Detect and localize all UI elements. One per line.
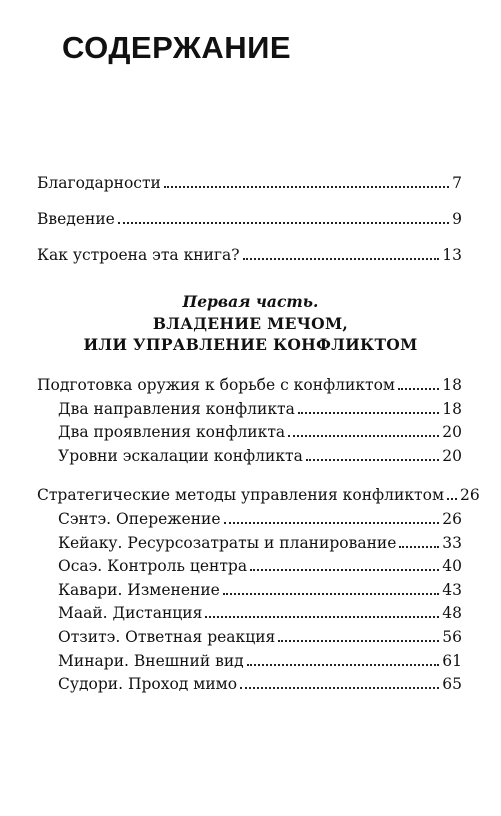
toc-entry-label: Кейаку. Ресурсозатраты и планирование [58, 534, 397, 552]
toc-entry-page: 26 [460, 486, 480, 504]
toc-entry-page: 40 [442, 557, 462, 575]
part-title-line2: ИЛИ УПРАВЛЕНИЕ КОНФЛИКТОМ [83, 335, 418, 354]
toc-entry-label: Уровни эскалации конфликта [58, 447, 303, 465]
toc-entry-page: 7 [452, 174, 462, 192]
toc-subentry[interactable] [58, 579, 462, 601]
toc-entry-label: Маай. Дистанция [58, 604, 203, 622]
toc-subentry[interactable] [58, 398, 462, 420]
toc-entry-page: 20 [442, 423, 462, 441]
toc-entry-introduction[interactable] [37, 208, 462, 230]
part-title-line1: ВЛАДЕНИЕ МЕЧОМ, [152, 314, 349, 333]
toc-entry-how-book-built[interactable] [37, 244, 462, 266]
dot-leader [118, 222, 449, 224]
dot-leader [306, 459, 439, 461]
toc-entry-label: Как устроена эта книга? [37, 246, 240, 264]
toc-entry-page: 9 [452, 210, 462, 228]
toc-subentry[interactable] [58, 445, 462, 467]
toc-entry-page: 61 [442, 652, 462, 670]
toc-entry-page: 13 [442, 246, 462, 264]
toc-section-weapon-prep[interactable] [37, 374, 462, 396]
dot-leader [223, 593, 439, 595]
toc-subentry[interactable] [58, 673, 462, 695]
toc-entry-label: Подготовка оружия к борьбе с конфликтом [37, 376, 395, 394]
toc-entry-label: Введение [37, 210, 115, 228]
dot-leader [164, 186, 449, 188]
dot-leader [398, 388, 439, 390]
toc-entry-page: 33 [442, 534, 462, 552]
toc-entry-page: 26 [442, 510, 462, 528]
toc-subentry[interactable] [58, 532, 462, 554]
toc-subentry[interactable] [58, 421, 462, 443]
page-title: СОДЕРЖАНИЕ [62, 30, 292, 65]
toc-entry-page: 43 [442, 581, 462, 599]
toc-entry-label: Два направления конфликта [58, 400, 295, 418]
toc-entry-label: Судори. Проход мимо [58, 675, 238, 693]
toc-entry-page: 48 [442, 604, 462, 622]
toc-entry-label: Кавари. Изменение [58, 581, 220, 599]
toc-entry-label: Благодарности [37, 174, 161, 192]
toc-entry-label: Отзитэ. Ответная реакция [58, 628, 276, 646]
toc-entry-label: Сэнтэ. Опережение [58, 510, 221, 528]
dot-leader [278, 640, 439, 642]
dot-leader [399, 546, 439, 548]
dot-leader [240, 687, 439, 689]
toc-subentry[interactable] [58, 650, 462, 672]
dot-leader [447, 498, 457, 500]
toc-subentry[interactable] [58, 508, 462, 530]
dot-leader [298, 412, 439, 414]
toc-entry-label: Два проявления конфликта [58, 423, 286, 441]
toc-entry-page: 18 [442, 376, 462, 394]
toc-entry-label: Стратегические методы управления конфликтом [37, 486, 444, 504]
dot-leader [250, 569, 439, 571]
part-prefix: Первая часть. [182, 292, 319, 311]
toc-entry-label: Осаэ. Контроль центра [58, 557, 248, 575]
toc-entry-page: 65 [442, 675, 462, 693]
toc-entry-page: 18 [442, 400, 462, 418]
dot-leader [205, 616, 439, 618]
dot-leader [224, 522, 440, 524]
toc-entry-acknowledgements[interactable] [37, 172, 462, 194]
dot-leader [247, 664, 440, 666]
toc-subentry[interactable] [58, 555, 462, 577]
dot-leader [288, 435, 439, 437]
toc-entry-page: 20 [442, 447, 462, 465]
toc-section-strategic-methods[interactable] [37, 484, 480, 506]
toc-subentry[interactable] [58, 602, 462, 624]
toc-entry-label: Минари. Внешний вид [58, 652, 244, 670]
toc-entry-page: 56 [442, 628, 462, 646]
toc-subentry[interactable] [58, 626, 462, 648]
dot-leader [243, 258, 440, 260]
